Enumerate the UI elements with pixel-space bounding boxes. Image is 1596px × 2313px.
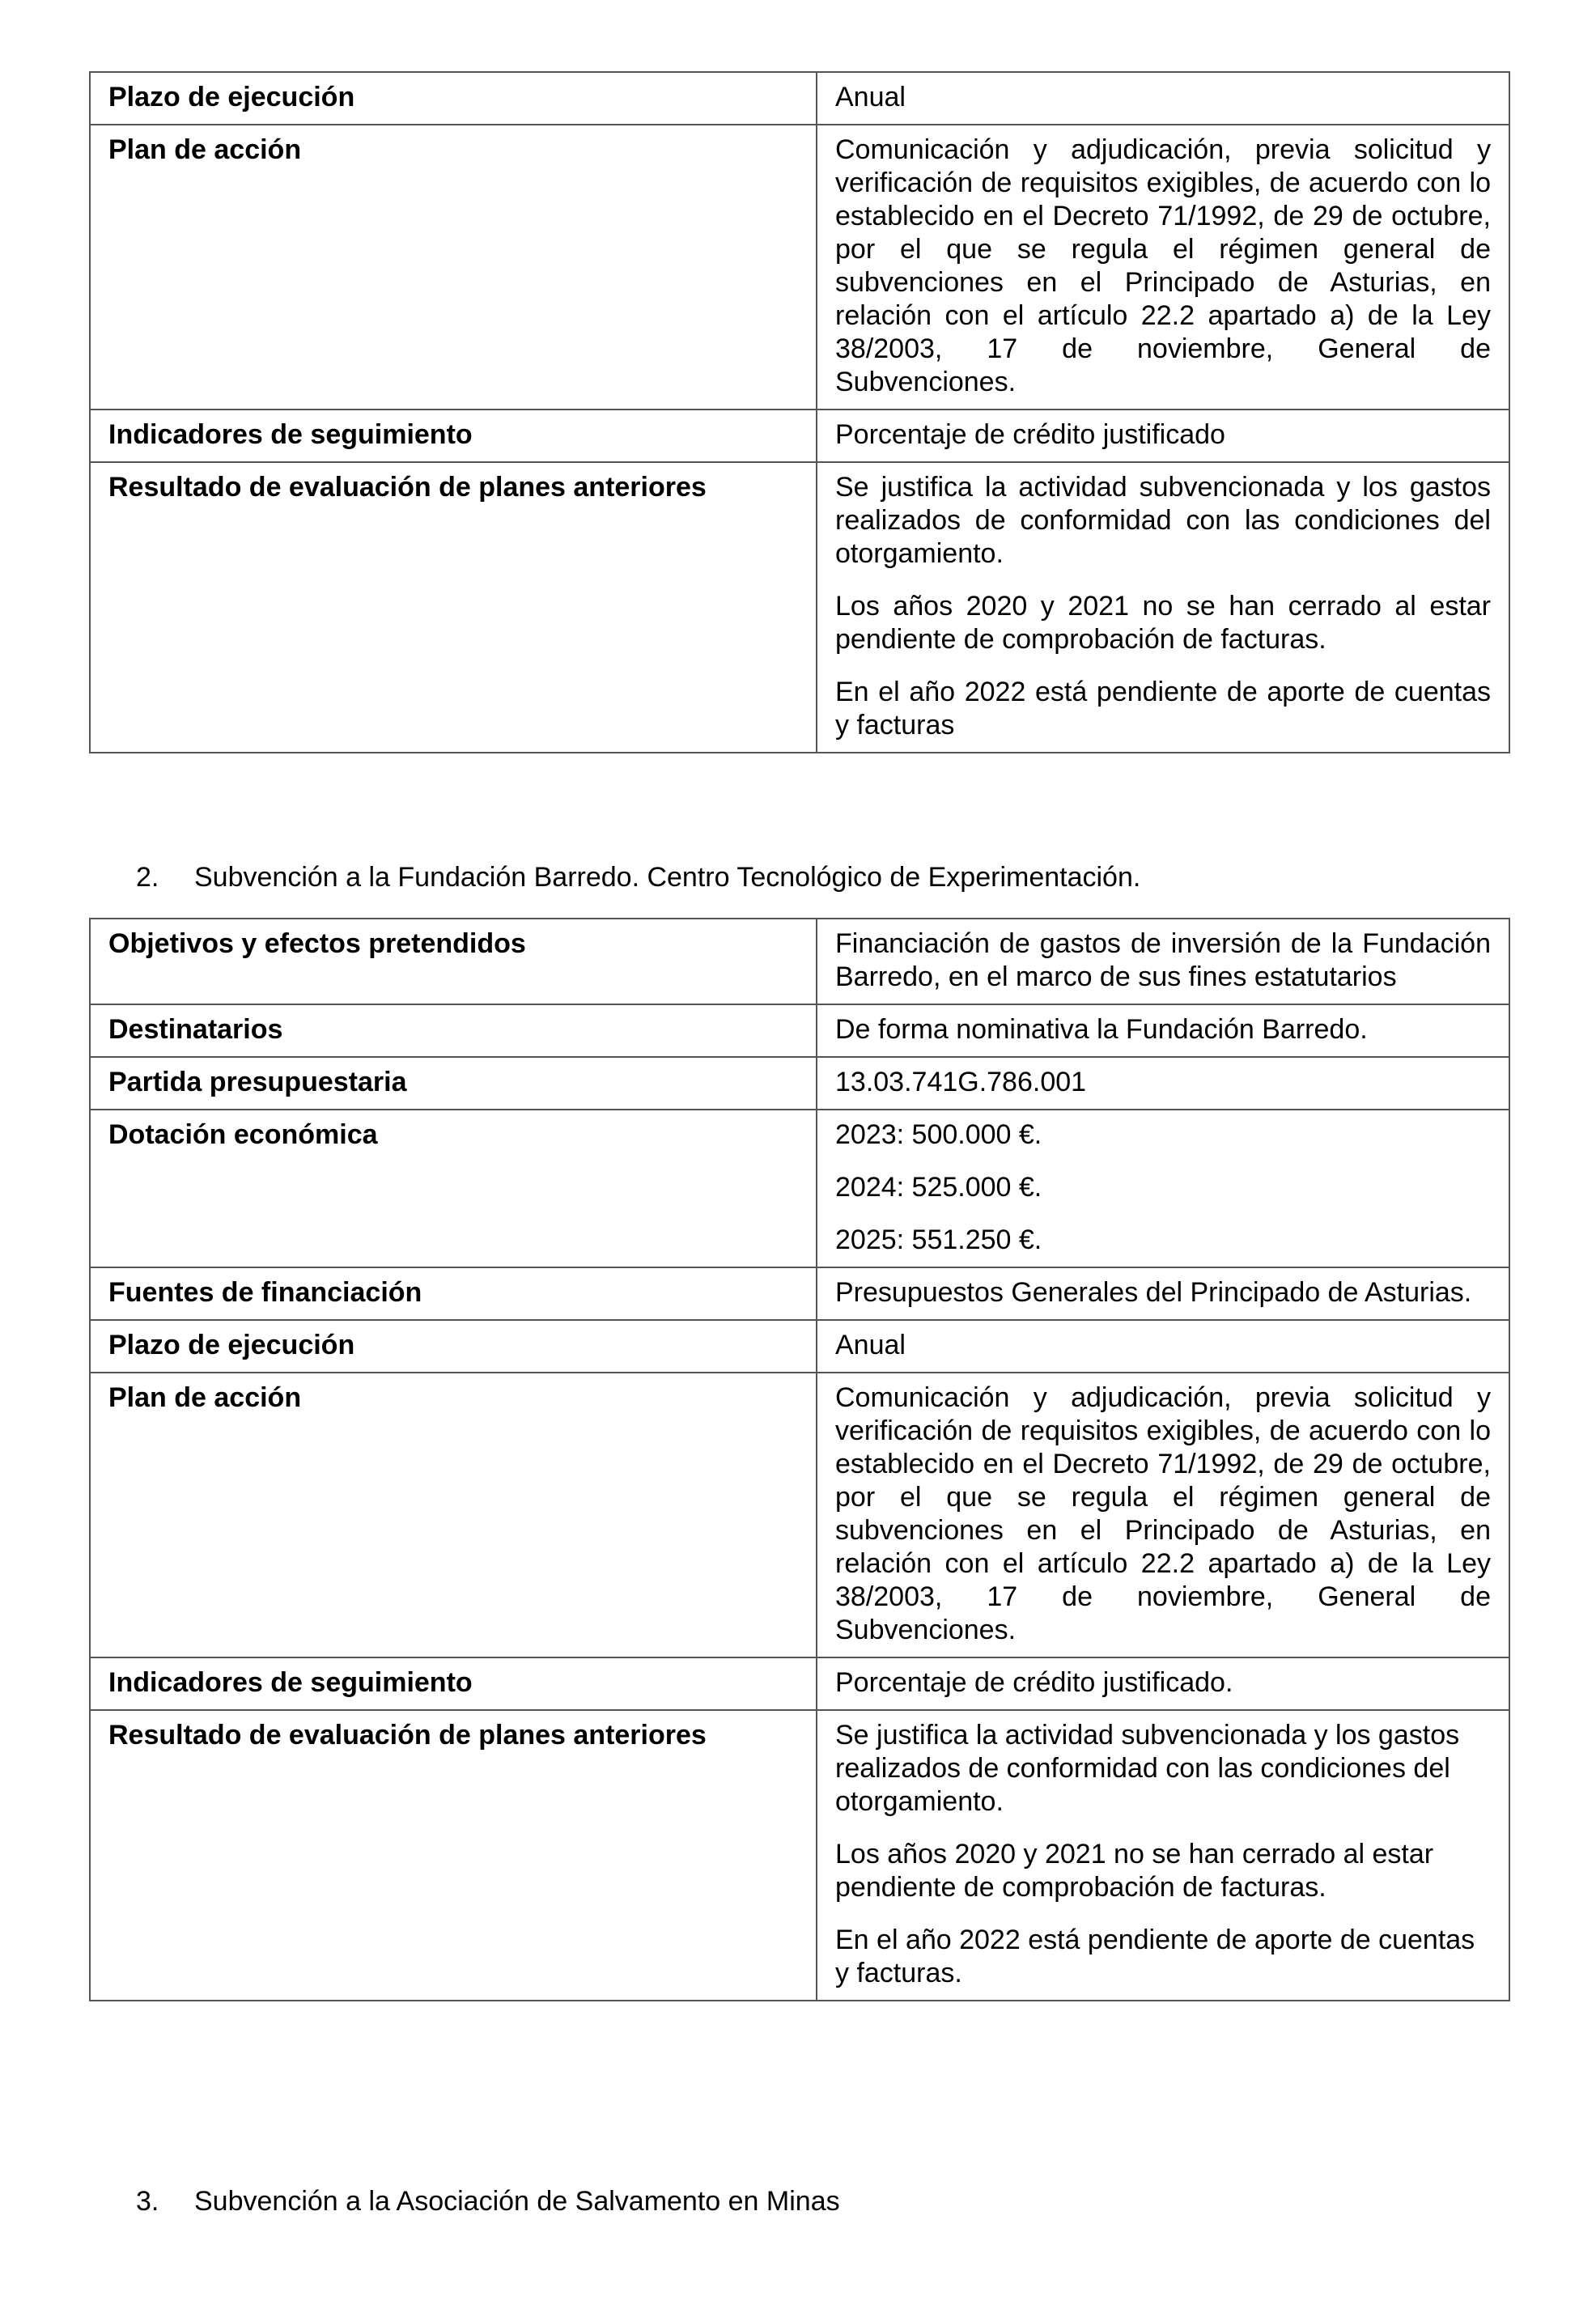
value-paragraph: Financiación de gastos de inversión de la Fundación Barredo, en el marco de sus fines estatutarios — [835, 928, 1491, 992]
row-value — [817, 1267, 1509, 1320]
row-value — [817, 125, 1509, 410]
subsidy-table-1 — [89, 71, 1510, 753]
value-paragraph: En el año 2022 está pendiente de aporte de cuentas y facturas. — [835, 1925, 1475, 1988]
value-paragraph: Anual — [835, 82, 906, 112]
table-row — [90, 1057, 1509, 1110]
row-value — [817, 1657, 1509, 1710]
row-value — [817, 1373, 1509, 1657]
value-paragraph: 2023: 500.000 €. — [835, 1119, 1042, 1150]
row-value — [817, 1320, 1509, 1373]
value-paragraph: Anual — [835, 1330, 906, 1360]
table-row — [90, 1373, 1509, 1657]
row-value — [817, 1710, 1509, 2001]
value-paragraph: 2024: 525.000 €. — [835, 1172, 1042, 1203]
row-label: Indicadores de seguimiento — [90, 410, 817, 462]
row-value — [817, 1110, 1509, 1267]
table-row — [90, 1004, 1509, 1057]
row-value — [817, 410, 1509, 462]
value-paragraph: Se justifica la actividad subvencionada y los gastos realizados de conformidad con las condiciones del otorgamiento. — [835, 1720, 1460, 1817]
value-paragraph: Se justifica la actividad subvencionada y los gastos realizados de conformidad con las condiciones del otorgamiento. — [835, 472, 1491, 569]
section-number: 3. — [136, 2186, 159, 2217]
table-row — [90, 1657, 1509, 1710]
row-label: Plan de acción — [90, 125, 817, 410]
value-paragraph: 2025: 551.250 €. — [835, 1224, 1042, 1255]
row-label: Dotación económica — [90, 1110, 817, 1267]
table-body — [90, 919, 1509, 2001]
table-body — [90, 72, 1509, 753]
row-label: Plazo de ejecución — [90, 72, 817, 125]
row-value — [817, 1057, 1509, 1110]
value-paragraph: Comunicación y adjudicación, previa solicitud y verificación de requisitos exigibles, de acuerdo con lo establecido en el Decreto 71/1992, de 29 de octubre, por el que se regula el régimen general de subvenciones en el Principado de Asturias, en relación con el artículo 22.2 apartado a) de la Ley 38/2003, 17 de noviembre, General de Subvenciones. — [835, 1382, 1491, 1645]
value-paragraph: 13.03.741G.786.001 — [835, 1067, 1087, 1097]
table-row — [90, 1710, 1509, 2001]
row-label: Indicadores de seguimiento — [90, 1657, 817, 1710]
value-paragraph: En el año 2022 está pendiente de aporte de cuentas y facturas — [835, 677, 1491, 741]
section-title: Subvención a la Fundación Barredo. Centro Tecnológico de Experimentación. — [194, 862, 1141, 893]
row-label: Partida presupuestaria — [90, 1057, 817, 1110]
value-paragraph: Los años 2020 y 2021 no se han cerrado al estar pendiente de comprobación de facturas. — [835, 1839, 1434, 1903]
row-value — [817, 919, 1509, 1004]
table-row — [90, 919, 1509, 1004]
value-paragraph: Porcentaje de crédito justificado. — [835, 1667, 1233, 1698]
value-paragraph: Porcentaje de crédito justificado — [835, 419, 1225, 450]
row-label: Fuentes de financiación — [90, 1267, 817, 1320]
row-value — [817, 72, 1509, 125]
table-row — [90, 1110, 1509, 1267]
value-paragraph: Los años 2020 y 2021 no se han cerrado al estar pendiente de comprobación de facturas. — [835, 591, 1491, 655]
value-paragraph: Presupuestos Generales del Principado de Asturias. — [835, 1277, 1472, 1308]
table-row — [90, 462, 1509, 753]
section-title: Subvención a la Asociación de Salvamento en Minas — [194, 2186, 840, 2217]
table-row — [90, 410, 1509, 462]
row-label: Resultado de evaluación de planes anteriores — [90, 1710, 817, 2001]
row-label: Resultado de evaluación de planes anteriores — [90, 462, 817, 753]
row-label: Objetivos y efectos pretendidos — [90, 919, 817, 1004]
value-paragraph: De forma nominativa la Fundación Barredo. — [835, 1014, 1368, 1045]
row-label: Plan de acción — [90, 1373, 817, 1657]
subsidy-table-2 — [89, 918, 1510, 2001]
row-label: Destinatarios — [90, 1004, 817, 1057]
row-label: Plazo de ejecución — [90, 1320, 817, 1373]
table-row — [90, 1267, 1509, 1320]
value-paragraph: Comunicación y adjudicación, previa solicitud y verificación de requisitos exigibles, de acuerdo con lo establecido en el Decreto 71/1992, de 29 de octubre, por el que se regula el régimen general de subvenciones en el Principado de Asturias, en relación con el artículo 22.2 apartado a) de la Ley 38/2003, 17 de noviembre, General de Subvenciones. — [835, 134, 1491, 397]
table-row — [90, 125, 1509, 410]
section-number: 2. — [136, 862, 159, 893]
table-row — [90, 1320, 1509, 1373]
row-value — [817, 1004, 1509, 1057]
row-value — [817, 462, 1509, 753]
section-heading-3 — [136, 2185, 840, 2218]
section-heading-2 — [136, 861, 1140, 894]
table-row — [90, 72, 1509, 125]
